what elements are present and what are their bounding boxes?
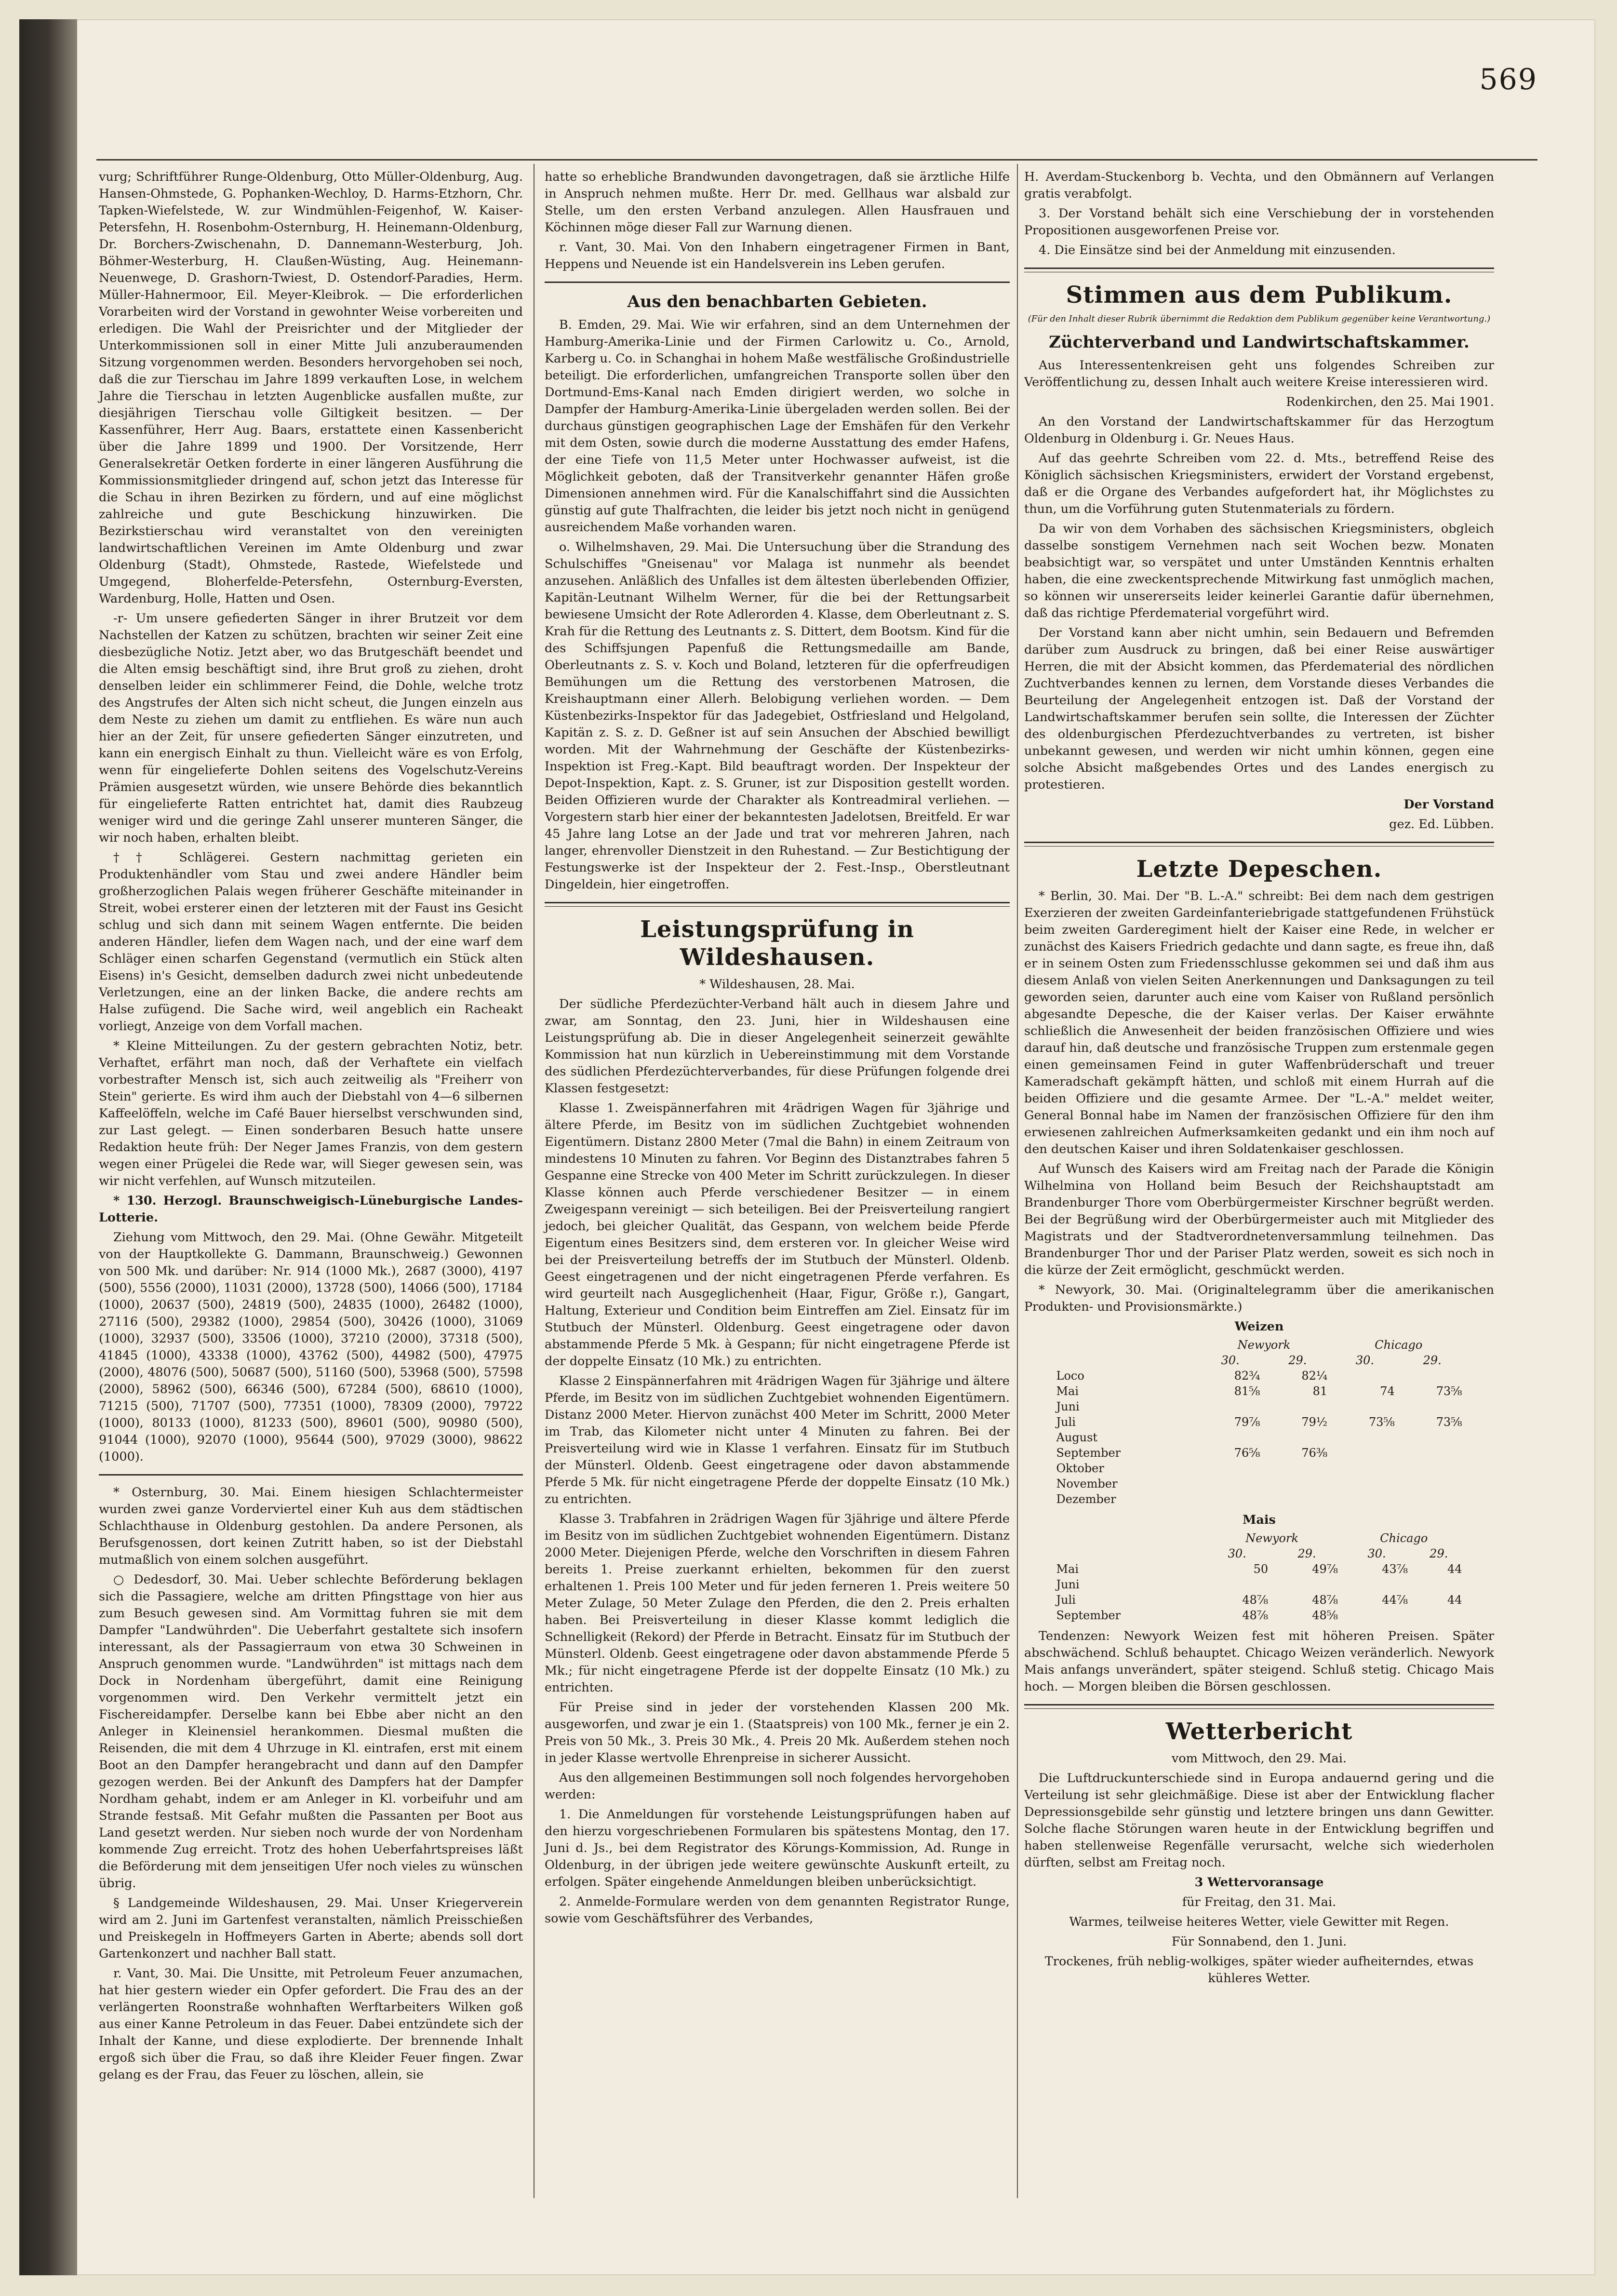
price-cell: 76⅝	[1234, 1446, 1260, 1460]
paragraph-prizes: Für Preise sind in jeder der vorstehenden Klassen 200 Mk. ausgeworfen, und zwar je ein 1. (Staatspreis) von 100 Mk., ferner je ein 2. Preis von 50 Mk., 3. Preis 30 Mk., 4. Preis 20 Mk. Außerdem stehen noch in jeder Klasse wertvolle Ehrenpreise in sicherer Aussicht.	[545, 1700, 1010, 1765]
paragraph: Der südliche Pferdezüchter-Verband hält auch in diesem Jahre und zwar, am Sonntag, den 23. Juni, hier in Wildeshausen eine Leistungsprüfung ab. Die in dieser Angelegenheit seinerzeit gewählte Kommission hat nun kürzlich in Uebereinstimmung mit dem Vorstande des südlichen Pferdezüchterverbandes, für diese Prüfungen folgende drei Klassen festgesetzt:	[545, 997, 1010, 1096]
price-cell	[1197, 1430, 1264, 1445]
price-cell: 48⅞	[1242, 1609, 1269, 1622]
article-wilhelmshaven: o. Wilhelmshaven, 29. Mai. Die Untersuchung über die Strandung des Schulschiffes "Gneisenau" vor Malaga ist nunmehr als beendet anzusehen. Anläßlich des Unfalles ist dem ältesten überlebenden Offizier, Kapitän-Leutnant Wilhelm Werner, für die bei der Rettungsarbeit bewiesene Umsicht der Rote Adlerorden 4. Klasse, dem Oberleutnant z. S. Krah für die Rettung des Leutnants z. S. Dittert, dem Bootsm. Kind für die des Schiffsjungen Papenfuß die Rettungsmedaille am Bande, Oberleutnants z. S. v. Koch und Boland, letzteren für die opferfreudigen Bemühungen um die Rettung des verstorbenen Matrosen, die Kreishauptmann einer Allerh. Belobigung verliehen worden. — Dem Küstenbezirks-Inspektor für das Jadegebiet, Ostfriesland und Helgoland, Kapitän z. S. z. D. Geßner ist auf sein Ansuchen der Abschied bewilligt worden. Mit der Wahrnehmung der Geschäfte der Küstenbezirks-Inspektion ist Freg.-Kapt. Bild beauftragt worden. Der Inspekteur der Depot-Inspektion, Kapt. z. S. Gruner, ist zur Disposition gestellt worden. Beiden Offizieren wurde der Charakter als Kontreadmiral verliehen. — Vorgestern starb hier einer der bekanntesten Jadelotsen, Breitfeld. Er war 45 Jahre lang Lotse an der Jade und trat vor mehreren Jahren, nach langer, ehrenvoller Dienstzeit in den Ruhestand. — Zur Bestichtigung der Festungswerke ist der Inspekteur der 2. Fest.-Insp., Oberstleutnant Dingeldein, hier eingetroffen.	[545, 540, 1010, 892]
article-brawl: †† Schlägerei. Gestern nachmittag gerieten ein Produktenhändler vom Stau und zwei andere Händler beim großherzoglichen Palais wegen früherer Geschäfte miteinander in Streit, wobei ersterer einen der letzteren mit der Faust ins Gesicht schlug und sich dann mit seinem Wagen entfernte. Die beiden anderen Händler, liefen dem Wagen nach, und der eine warf dem Schläger einen scharfen Gegenstand (vermutlich ein Stück alten Eisens) in's Gesicht, demselben dadurch zwei nicht unbedeutende Verletzungen, eine an der linken Backe, die andere rechts am Halse zufügend. Die Sache wird, weil angeblich ein Racheakt vorliegt, Anzeige von dem Vorfall machen.	[99, 850, 523, 1034]
forecast-text: Warmes, teilweise heiteres Wetter, viele Gewitter mit Regen.	[1069, 1915, 1449, 1929]
price-cell	[1331, 1461, 1399, 1476]
day-label: 29.	[1430, 1547, 1448, 1560]
price-cell	[1197, 1491, 1264, 1507]
month-label: Mai	[1056, 1384, 1079, 1398]
weather-report: Die Luftdruckunterschiede sind in Europa andauernd gering und die Verteilung ist sehr gleichmäßige. Diese ist aber der Entwicklung flacher Depressionsgebilde sehr günstig und letztere bringen uns dann Gewitter. Solche flache Störungen waren heute in der Entwicklung begriffen und haben stellenweise Regenfälle verursacht, welche sich wiederholen dürften, selbst am Freitag noch.	[1024, 1771, 1494, 1870]
price-cell: 82¾	[1234, 1369, 1260, 1383]
price-cell: 48⅞	[1242, 1593, 1269, 1607]
market-title-corn: Mais	[1243, 1513, 1276, 1527]
price-cell	[1412, 1608, 1466, 1623]
price-cell	[1399, 1491, 1466, 1507]
separator	[1024, 1704, 1494, 1709]
separator	[545, 282, 1010, 283]
month-label: Juli	[1056, 1593, 1076, 1607]
price-cell	[1264, 1476, 1332, 1491]
table-header-row	[1053, 1531, 1466, 1546]
article-osternburg: * Osternburg, 30. Mai. Einem hiesigen Schlachtermeister wurden zwei ganze Vorderviertel einer Kuh aus dem städtischen Schlachthause in Oldenburg gestohlen. Da andere Personen, als Berufsgenossen, dort keinen Zutritt haben, so ist der Diebstahl mutmaßlich von einem solchen ausgeführt.	[99, 1485, 523, 1567]
separator	[545, 902, 1010, 907]
dispatch-newyork: * Newyork, 30. Mai. (Originaltelegramm über die amerikanischen Produkten- und Provisionsmärkte.)	[1024, 1283, 1494, 1314]
price-cell	[1331, 1430, 1399, 1445]
price-cell: 44	[1447, 1562, 1462, 1576]
table-row	[1053, 1577, 1466, 1592]
month-label: September	[1056, 1609, 1121, 1622]
dateline: * Wildeshausen, 28. Mai.	[699, 977, 855, 992]
forecast-day: für Freitag, den 31. Mai.	[1182, 1895, 1336, 1909]
article-heading: Züchterverband und Landwirtschaftskammer.	[1049, 333, 1470, 352]
paragraph: Der Vorstand kann aber nicht umhin, sein Bedauern und Befremden darüber zum Ausdruck zu bringen, daß bei einer Reise auswärtiger Herren, die mit der Absicht kommen, das Pferdematerial des nördlichen Zuchtverbandes kennen zu lernen, dem Vorstande dieses Verbandes die Beurteilung der Angelegenheit entzogen ist. Daß der Vorstand der Landwirtschaftskammer berufen sein sollte, die Interessen der Züchter des oldenburgischen Pferdezuchtverbandes zu vertreten, ist bisher unbekannt gewesen, und werden wir nicht umhin können, gegen eine solche Absicht maßgebendes Ortes und des Landes energisch zu protestieren.	[1024, 626, 1494, 792]
price-cell	[1399, 1476, 1466, 1491]
price-cell	[1399, 1445, 1466, 1461]
article-wildeshausen: § Landgemeinde Wildeshausen, 29. Mai. Unser Kriegerverein wird am 2. Juni im Gartenfest veranstalten, nämlich Preisschießen und Preiskegeln in Hoffmeyers Garten in Aberte; abends soll dort Gartenkonzert und nachher Ball statt.	[99, 1896, 523, 1961]
price-cell	[1331, 1445, 1399, 1461]
separator	[1024, 268, 1494, 272]
place-chicago: Chicago	[1380, 1531, 1428, 1545]
table-header-row	[1053, 1353, 1466, 1368]
table-header-row	[1053, 1546, 1466, 1561]
price-cell	[1197, 1461, 1264, 1476]
month-label: September	[1056, 1446, 1121, 1460]
price-cell: 49⅞	[1312, 1562, 1338, 1576]
price-cell	[1197, 1476, 1264, 1491]
table-row	[1053, 1476, 1466, 1491]
newspaper-page	[19, 19, 1595, 2275]
table-row	[1053, 1592, 1466, 1608]
column-right	[1024, 169, 1494, 1990]
month-label: Juni	[1056, 1400, 1080, 1413]
price-cell	[1399, 1399, 1466, 1414]
section-heading-neighbours: Aus den benachbarten Gebieten.	[627, 292, 927, 311]
paragraph-class-1: Klasse 1. Zweispännerfahren mit 4rädrigen Wagen für 3jährige und ältere Pferde, im Besitz von im südlichen Zuchtgebiet wohnenden Eigentümern. Distanz 2800 Meter (7mal die Bahn) in einem Zeitraum von mindestens 10 Minuten zu fahren. Vor Beginn des Distanztrabes fahren 5 Gespanne eine Strecke von 400 Meter im Schritt zurückzulegen. In dieser Klasse können auch Pferde verschiedener Besitzer — in einem Zweigespann vereinigt — sich beteiligen. Bei der Preisverteilung rangiert jedoch, bei gleicher Qualität, das Gespann, von welchem beide Pferde Eigentum eines Besitzers sind, dem ersteren vor. In gleicher Weise wird bei der Preisverteilung betreffs der im Stutbuch der Münsterl. Oldenb. Geest eingetragenen und der nicht eingetragenen Pferde verfahren. Es wird geurteilt nach Ausgeglichenheit (Haar, Figur, Größe r.), Gangart, Haltung, Exterieur und Condition beim Eintreffen am Ziel. Einsatz für im Stutbuch der Münsterl. Oldenburg. Geest eingetragene oder davon abstammende Pferde 5 Mk. à Gespann; für nicht eingetragene Pferde ist der doppelte Einsatz (10 Mk.) zu entrichten.	[545, 1101, 1010, 1369]
price-cell: 73⅝	[1368, 1415, 1395, 1429]
article-birds: -r- Um unsere gefiederten Sänger in ihrer Brutzeit vor dem Nachstellen der Katzen zu schützen, brachten wir seiner Zeit eine diesbezügliche Notiz. Jetzt aber, wo das Brutgeschäft beendet und die Alten emsig beschäftigt sind, ihre Brut groß zu ziehen, droht denselben leider ein schlimmerer Feind, die Dohle, welche trotz des Angstrufes der Alten sich nicht scheut, die Jungen einzeln aus dem Neste zu ziehen um damit zu entfliehen. Es wäre nun auch hier an der Zeit, für unsere gefiederten Sänger einzutreten, und kann ein energisch Einhalt zu thun. Vielleicht wäre es von Erfolg, wenn für eingelieferte Dohlen seitens des Vogelschutz-Vereins Prämien ausgesetzt würden, wie unsere Behörde dies bekanntlich für eingelieferte Ratten entrichtet hat, damit dies Raubzeug weniger wird und die geringe Zahl unserer munteren Sänger, die wir noch haben, erhalten bleibt.	[99, 611, 523, 845]
price-cell: 48⅝	[1312, 1609, 1338, 1622]
price-cell	[1331, 1399, 1399, 1414]
dispatch-berlin-2: Auf Wunsch des Kaisers wird am Freitag nach der Parade die Königin Wilhelmina von Holland beim Besuch der Reichshauptstadt am Brandenburger Thore vom Oberbürgermeister Kirschner begrüßt werden. Bei der Begrüßung wird der Oberbürgermeister auch mit Mitglieder des Magistrats und der Stadtverordnetenversammlung teilnehmen. Das Brandenburger Thor und der Pariser Platz werden, soweit es sich noch in die kürze der Zeit ermöglicht, geschmückt werden.	[1024, 1162, 1494, 1277]
table-row	[1053, 1461, 1466, 1476]
price-cell: 76⅜	[1301, 1446, 1328, 1460]
paragraph: Da wir von dem Vorhaben des sächsischen Kriegsministers, obgleich dasselbe sonstigem Vernehmen nach seit Wochen bezw. Monaten beabsichtigt war, so verspätet und unter Umständen Kenntnis erhalten haben, die eine zweckentsprechende Mitwirkung fast unmöglich machen, so können wir unsererseits leider keinerlei Garantie dafür übernehmen, daß das richtige Pferdematerial vorgeführt wird.	[1024, 522, 1494, 620]
article-bant-handelsverein: r. Vant, 30. Mai. Von den Inhabern eingetragener Firmen in Bant, Heppens und Neuende ist ein Handelsverein ins Leben gerufen.	[545, 240, 1010, 271]
top-rule	[96, 159, 1537, 161]
price-cell	[1264, 1430, 1332, 1445]
price-cell	[1399, 1368, 1466, 1383]
letter-signature-title: Der Vorstand	[1403, 797, 1494, 812]
wheat-price-table	[1053, 1337, 1466, 1507]
column-middle	[545, 169, 1010, 1930]
price-cell: 79½	[1301, 1415, 1328, 1429]
price-cell: 73⅝	[1436, 1384, 1462, 1398]
section-heading-weather: Wetterbericht	[1165, 1718, 1353, 1745]
day-label: 30.	[1367, 1547, 1386, 1560]
price-cell	[1342, 1577, 1412, 1592]
table-header-row	[1053, 1337, 1466, 1353]
article-continued: vurg; Schriftführer Runge-Oldenburg, Otto Müller-Oldenburg, Aug. Hansen-Ohmstede, G. Pophanken-Wechloy, D. Harms-Etzhorn, Chr. Tapken-Wiefelstede, W. zur Windmühlen-Feigenhof, W. Kaiser-Petersfehn, H. Rosenbohm-Osternburg, H. Heinemann-Oldenburg, Dr. Borchers-Zwischenahn, D. Dannemann-Westerburg, Joh. Böhmer-Westerburg, H. Claußen-Wüsting, Aug. Heinemann-Neuenwege, D. Grashorn-Twiest, D. Ostendorf-Paradies, Herm. Müller-Hahnermoor, Eil. Meyer-Kleibrok. — Die erforderlichen Vorarbeiten wird der Vorstand in gewohnter Weise vorbereiten und erledigen. Die Wahl der Preisrichter und der Mitglieder der Unterkommissionen soll in einer Mitte Juli anzuberaumenden Sitzung vorgenommen werden. Besonders hervorgehoben sei noch, daß die zur Tierschau im Jahre 1899 verkauften Lose, in welchem Jahre die Tierschau in letzten Augenblicke ausfallen mußte, zur diesjährigen Tierschau volle Giltigkeit besitzen. — Der Kassenführer, Herr Aug. Baars, erstattete einen Kassenbericht über die Jahre 1899 und 1900. Der Vorsitzende, Herr Generalsekretär Oetken forderte in einer längeren Ausführung die Kommissionsmitglieder dringend auf, schon jetzt das Interesse für die Schau in ihren Bezirken zu fördern, und auf eine möglichst zahlreiche und gute Beschickung hinzuwirken. Die Bezirkstierschau wird veranstaltet von den vereinigten landwirtschaftlichen Vereinen im Amte Oldenburg und zwar Oldenburg (Stadt), Ohmstede, Rastede, Wiefelstede und Umgegend, Bloherfelde-Petersfehn, Osternburg-Eversten, Wardenburg, Holle, Hatten und Osen.	[99, 170, 523, 606]
paragraph-class-3: Klasse 3. Trabfahren in 2rädrigen Wagen für 3jährige und ältere Pferde im Besitz von im südlichen Zuchtgebiet wohnenden Eigentümern. Distanz 2000 Meter. Diejenigen Pferde, welche den Vorschriften in diesem Fahren bereits 1. Preise zuerkannt erhielten, bekommen für den zuerst erhaltenen 1. Preis 100 Meter und für jeden ferneren 1. Preis weitere 50 Meter Zulage, 50 Meter Zulage den Pferden, die den 2. Preis erhalten haben. Bei Preisverteilung in dieser Klasse kommt lediglich die Schnelligkeit (Rekord) der Pferde in Betracht. Einsatz für im Stutbuch der Münsterl. Oldenb. Geest eingetragene oder davon abstammende Pferde 5 Mk.; für nicht eingetragene Pferde ist der doppelte Einsatz (10 Mk.) zu entrichten.	[545, 1512, 1010, 1695]
price-cell: 81⅝	[1234, 1384, 1260, 1398]
price-cell: 73⅝	[1436, 1415, 1462, 1429]
paragraph: Aus Interessentenkreisen geht uns folgendes Schreiben zur Veröffentlichung zu, dessen Inhalt auch weitere Kreise interessieren wird.	[1024, 358, 1494, 389]
table-row	[1053, 1414, 1466, 1430]
section-disclaimer: (Für den Inhalt dieser Rubrik übernimmt die Redaktion dem Publikum gegenüber keine Verantwortung.)	[1028, 314, 1491, 324]
month-label: Juli	[1056, 1415, 1076, 1429]
month-label: Mai	[1056, 1562, 1079, 1576]
column-divider	[534, 164, 535, 2198]
section-heading-leistungspruefung: Leistungsprüfung in Wildeshausen.	[640, 916, 914, 971]
month-label: Oktober	[1056, 1462, 1104, 1475]
price-cell	[1399, 1461, 1466, 1476]
table-row	[1053, 1368, 1466, 1383]
page-number: 569	[1479, 63, 1537, 96]
column-divider	[1017, 164, 1018, 2198]
column-left	[99, 169, 523, 2086]
table-row	[1053, 1445, 1466, 1461]
lottery-heading: * 130. Herzogl. Braunschweigisch-Lüneburgische Landes-Lotterie.	[99, 1194, 523, 1225]
month-label: November	[1056, 1477, 1118, 1490]
month-label: Dezember	[1056, 1492, 1116, 1506]
place-newyork: Newyork	[1245, 1531, 1299, 1545]
paragraph-class-2: Klasse 2 Einspännerfahren mit 4rädrigen Wagen für 3jährige und ältere Pferde, im Besitz von im südlichen Zuchtgebiet wohnenden Eigentümern. Distanz 2000 Meter. Hiervon zunächst 400 Meter im Schritt, 2000 Meter im Trab, das Kilometer nicht unter 4 Minuten zu fahren. Bei der Preisverteilung wird wie in Klasse 1 verfahren. Einsatz für im Stutbuch der Münsterl. Oldenb. Geest eingetragene oder davon abstammende Pferde 5 Mk. für nicht eingetragene Pferde der doppelte Einsatz (10 Mk.) zu entrichten.	[545, 1374, 1010, 1506]
market-tendencies: Tendenzen: Newyork Weizen fest mit höheren Preisen. Später abschwächend. Schluß behauptet. Chicago Weizen veränderlich. Newyork Mais anfangs unverändert, später steigend. Schluß stetig. Chicago Mais hoch. — Morgen bleiben die Börsen geschlossen.	[1024, 1629, 1494, 1694]
table-row	[1053, 1399, 1466, 1414]
book-spine	[19, 19, 77, 2275]
month-label: August	[1056, 1431, 1098, 1444]
table-row	[1053, 1430, 1466, 1445]
article-dedesdorf: ○ Dedesdorf, 30. Mai. Ueber schlechte Beförderung beklagen sich die Passagiere, welche am dritten Pfingsttage von hier aus zum Besuch gewesen sind. Am Vormittag fuhren sie mit dem Dampfer "Landwührden". Die Ueberfahrt gestaltete sich insofern interessant, als der Passagierraum von etwa 30 Schweinen in Anspruch genommen wurde. "Landwührden" ist mittags nach dem Dock in Nordenham übergeführt, damit eine Reinigung vorgenommen wird. Den Verkehr vermittelt jetzt ein Fischereidampfer. Derselbe kann bei Ebbe aber nicht an den Anleger in Kleinensiel herankommen. Diesmal mußten die Reisenden, die mit dem 4 Uhrzuge in Kl. eintrafen, erst mit einem Boot an den Dampfer herangebracht und dann auf den Dampfer gezogen werden. Bei der Ankunft des Dampfers hat der Dampfer Nordham gehabt, indem er am Anleger in Kl. vorbeifuhr und am Strande festsaß. Mit Gefahr mußten die Passanten per Boot aus Land gesetzt werden. Nur sieben noch wurde der von Nordenham kommende Zug erreicht. Trotz des hohen Ueberfahrtspreises läßt die Beförderung mit dem jenseitigen Ufer noch vieles zu wünschen übrig.	[99, 1572, 523, 1891]
day-label: 30.	[1355, 1354, 1375, 1367]
letter-signature-name: gez. Ed. Lübben.	[1389, 817, 1494, 832]
month-label: Loco	[1056, 1369, 1084, 1383]
day-label: 29.	[1423, 1354, 1442, 1367]
price-cell: 74	[1380, 1384, 1395, 1398]
day-label: 29.	[1288, 1354, 1307, 1367]
price-cell	[1331, 1476, 1399, 1491]
price-cell: 43⅞	[1382, 1562, 1408, 1576]
article-emden: B. Emden, 29. Mai. Wie wir erfahren, sind an dem Unternehmen der Hamburg-Amerika-Linie und der Firmen Carlowitz u. Co., Arnold, Karberg u. Co. in Schanghai in hohem Maße westfälische Großindustrielle beteiligt. Die erforderlichen, umfangreichen Transporte sollen über den Dortmund-Ems-Kanal nach Emden dirigiert werden, wo solche in Dampfer der Hamburg-Amerika-Linie übergeladen werden sollen. Bei der durchaus günstigen geographischen Lage der Emshäfen für den Verkehr mit dem Osten, sowie durch die moderne Ausstattung des emder Hafens, der eine Tiefe von 11,5 Meter unter Hochwasser aufweist, ist die Möglichkeit geboten, daß der Transitverkehr genannter Häfen große Dimensionen annehmen wird. Für die Kanalschiffahrt sind die Aussichten günstig auf gute Thalfrachten, die leider bis jetzt noch nicht in genügend ausreichendem Maße vorhanden waren.	[545, 318, 1010, 535]
price-cell: 48⅞	[1312, 1593, 1338, 1607]
letter-date: Rodenkirchen, den 25. Mai 1901.	[1286, 395, 1494, 409]
price-cell	[1272, 1577, 1342, 1592]
weather-date: vom Mittwoch, den 29. Mai.	[1171, 1751, 1347, 1766]
price-cell	[1331, 1491, 1399, 1507]
price-cell: 44	[1447, 1593, 1462, 1607]
table-row	[1053, 1608, 1466, 1623]
section-heading-last-dispatches: Letzte Depeschen.	[1136, 856, 1382, 883]
article-small-notes: * Kleine Mitteilungen. Zu der gestern gebrachten Notiz, betr. Verhaftet, erfährt man noch, daß der Verhaftete ein vielfach vorbestrafter Mensch ist, sich auch zeitweilig als "Freiherr von Stein" gerierte. Es wird ihm auch der Diebstahl von 4—6 silbernen Kaffeelöffeln, welche im Café Bauer hierselbst verschwunden sind, zur Last gelegt. — Einen sonderbaren Besuch hatte unsere Redaktion heute früh: Der Neger James Franzis, von dem gestern wegen einer Prügelei die Rede war, will Sieger gewesen sein, was wir nicht verfehlen, auf Wunsch mitzuteilen.	[99, 1039, 523, 1188]
paragraph-rule-1: 1. Die Anmeldungen für vorstehende Leistungsprüfungen haben auf den hierzu vorgeschriebenen Formularen bis spätestens Montag, den 17. Juni d. Js., bei dem Registrator des Körungs-Kommission, Ad. Runge in Oldenburg, in der übrigen jede weitere gewünschte Auskunft erteilt, zu erfolgen. Später eingehende Anmeldungen bleiben unberücksichtigt.	[545, 1807, 1010, 1889]
paragraph: Aus den allgemeinen Bestimmungen soll noch folgendes hervorgehoben werden:	[545, 1771, 1010, 1802]
price-cell	[1202, 1577, 1272, 1592]
article-continued: hatte so erhebliche Brandwunden davongetragen, daß sie ärztliche Hilfe in Anspruch nehmen mußte. Herr Dr. med. Gellhaus war alsbald zur Stelle, um den ersten Verband anzulegen. Allen Hausfrauen und Köchinnen möge dieser Fall zur Warnung dienen.	[545, 170, 1010, 235]
price-cell	[1331, 1368, 1399, 1383]
price-cell: 81	[1312, 1384, 1328, 1398]
paragraph-rule-4: 4. Die Einsätze sind bei der Anmeldung mit einzusenden.	[1039, 243, 1396, 257]
month-label: Juni	[1056, 1578, 1080, 1591]
separator	[99, 1474, 523, 1476]
letter-address: An den Vorstand der Landwirtschaftskammer für das Herzogtum Oldenburg in Oldenburg i. Gr. Neues Haus.	[1024, 415, 1494, 446]
price-cell	[1399, 1430, 1466, 1445]
day-label: 30.	[1228, 1547, 1246, 1560]
forecast-heading: 3 Wettervoransage	[1194, 1875, 1324, 1890]
table-row	[1053, 1383, 1466, 1399]
price-cell: 44⅞	[1382, 1593, 1408, 1607]
place-newyork: Newyork	[1237, 1338, 1291, 1352]
price-cell	[1264, 1461, 1332, 1476]
price-cell	[1264, 1491, 1332, 1507]
forecast-day: Für Sonnabend, den 1. Juni.	[1171, 1934, 1347, 1949]
forecast-text: Trockenes, früh neblig-wolkiges, später wieder aufheiterndes, etwas kühleres Wetter.	[1044, 1954, 1474, 1986]
market-title-wheat: Weizen	[1234, 1319, 1284, 1334]
paragraph-rule-3: 3. Der Vorstand behält sich eine Verschiebung der in vorstehenden Propositionen ausgeworfenen Preise vor.	[1024, 206, 1494, 238]
day-label: 29.	[1297, 1547, 1316, 1560]
table-row	[1053, 1491, 1466, 1507]
paragraph: Auf das geehrte Schreiben vom 22. d. Mts., betreffend Reise des Königlich sächsischen Kriegsministers, erwidert der Vorstand ergebenst, daß er die Organe des Verbandes aufgefordert hat, ihr Möglichstes zu thun, um die Vorführung guten Stutenmaterials zu fördern.	[1024, 451, 1494, 516]
section-heading-public-voices: Stimmen aus dem Publikum.	[1066, 282, 1453, 309]
dispatch-berlin: * Berlin, 30. Mai. Der "B. L.-A." schreibt: Bei dem nach dem gestrigen Exerzieren der zweiten Gardeinfanteriebrigade stattgefundenen Frühstück beim zweiten Garderegiment hielt der Kaiser eine Rede, in welcher er zunächst des Kaisers Friedrich gedachte und dann sagte, es freue ihn, daß er in seinem Osten zum Friedensschlusse gekommen sei und daß ihm aus diesem Anlaß von vielen Seiten Anerkennungen und Danksagungen zu teil geworden seien, darunter auch eine vom Kaiser von Rußland persönlich abgesandte Depesche, die der Kaiser verlas. Der Kaiser erwähnte schließlich die Anwesenheit der beiden französischen Offiziere und wies darauf hin, daß deutsche und französische Truppen zum erstenmale gegen einen gemeinsamen Feind in guter Waffenbrüderschaft und treuer Kameradschaft gekämpft hätten, und schloß mit einem Hurrah auf die beiden Offiziere und die gesamte Armee. Der "L.-A." meldet weiter, General Bonnal habe im Namen der französischen Offiziere für den ihm erwiesenen zahlreichen Aufmerksamkeiten gedankt und ein ihm noch auf den deutschen Kaiser und ihren Soldatenkaiser geschlossen.	[1024, 889, 1494, 1156]
day-label: 30.	[1221, 1354, 1240, 1367]
paragraph-rule-2: 2. Anmelde-Formulare werden von dem genannten Registrator Runge, sowie vom Geschäftsführer des Verbandes,	[545, 1894, 1010, 1926]
article-bant-petroleum: r. Vant, 30. Mai. Die Unsitte, mit Petroleum Feuer anzumachen, hat hier gestern wieder ein Opfer gefordert. Die Frau des an der verlängerten Roonstraße wohnhaften Werftarbeiters Wilken goß aus einer Kanne Petroleum in das Feuer. Dabei entzündete sich der Inhalt der Kanne, und diese explodierte. Der brennende Inhalt ergoß sich über die Frau, so daß ihre Kleider Feuer fingen. Zwar gelang es der Frau, das Feuer zu löschen, allein, sie	[99, 1966, 523, 2082]
price-cell	[1342, 1608, 1412, 1623]
article-continued: H. Averdam-Stuckenborg b. Vechta, und den Obmännern auf Verlangen gratis verabfolgt.	[1024, 170, 1494, 201]
price-cell	[1264, 1399, 1332, 1414]
lottery-results: Ziehung vom Mittwoch, den 29. Mai. (Ohne Gewähr. Mitgeteilt von der Hauptkollekte G. Dammann, Braunschweig.) Gewonnen von 500 Mk. und darüber: Nr. 914 (1000 Mk.), 2687 (3000), 4197 (500), 5556 (2000), 11031 (2000), 13728 (500), 14066 (500), 17184 (1000), 20637 (500), 24819 (500), 24835 (1000), 26482 (1000), 27116 (500), 29382 (1000), 29854 (500), 30426 (1000), 31069 (1000), 32937 (500), 33506 (1000), 37210 (2000), 37318 (500), 41845 (1000), 43338 (1000), 43762 (500), 44982 (500), 47975 (2000), 48076 (500), 50687 (500), 51160 (500), 53968 (500), 57598 (2000), 58962 (500), 66346 (500), 67284 (500), 68610 (1000), 71215 (500), 71707 (500), 77351 (1000), 78309 (2000), 79722 (1000), 80133 (1000), 81233 (500), 89601 (500), 90980 (500), 91044 (1000), 92070 (1000), 95644 (500), 97029 (3000), 98622 (1000).	[99, 1230, 523, 1464]
table-row	[1053, 1561, 1466, 1577]
price-cell: 79⅞	[1234, 1415, 1260, 1429]
price-cell	[1197, 1399, 1264, 1414]
price-cell: 50	[1253, 1562, 1269, 1576]
corn-price-table	[1053, 1531, 1466, 1623]
price-cell: 82¼	[1301, 1369, 1328, 1383]
price-cell	[1412, 1577, 1466, 1592]
place-chicago: Chicago	[1375, 1338, 1423, 1352]
separator	[1024, 842, 1494, 846]
